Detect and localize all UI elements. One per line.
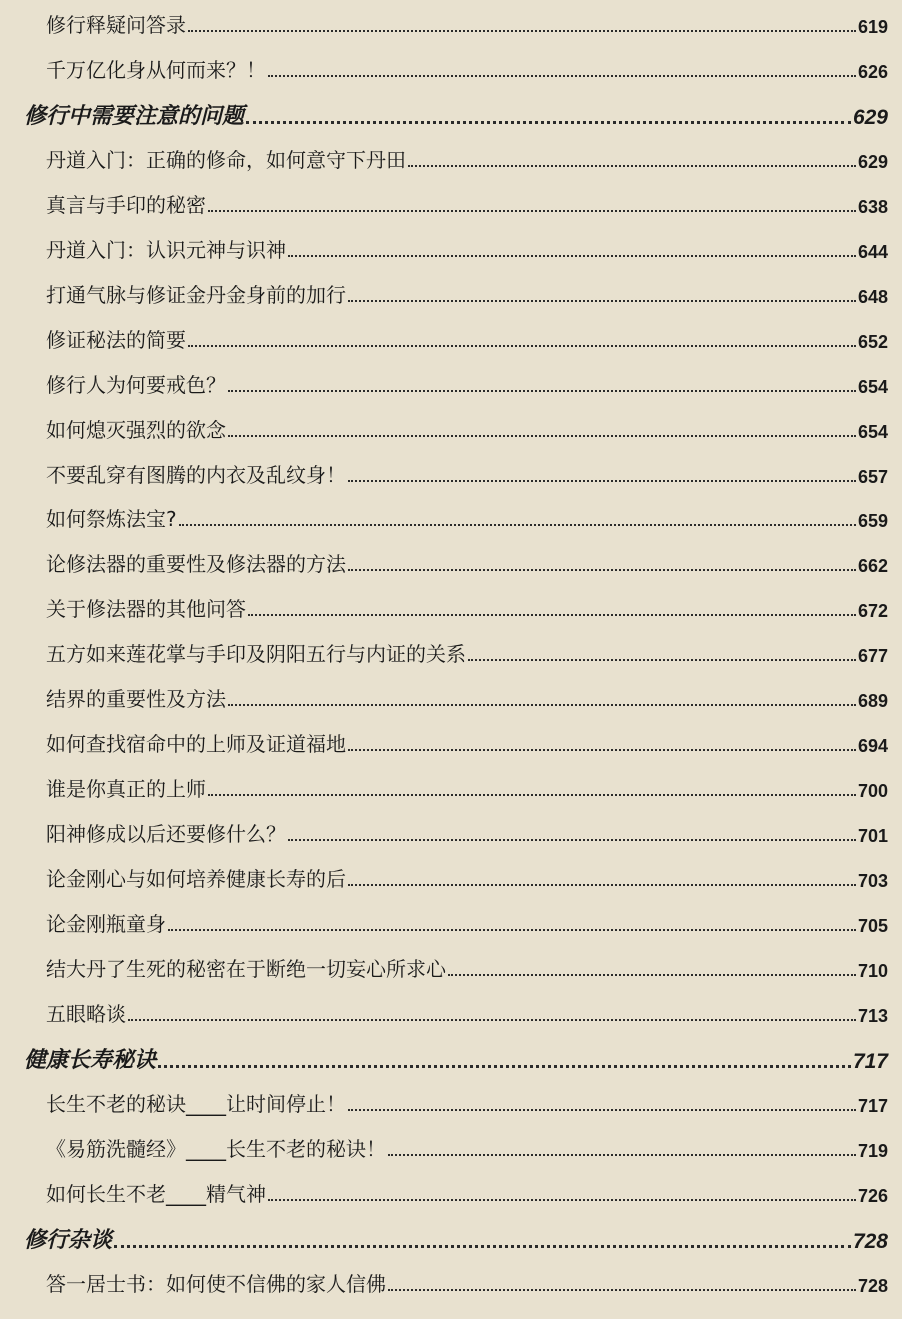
dot-leader bbox=[408, 164, 856, 167]
entry-title: 如何长生不老____精气神 bbox=[46, 1181, 266, 1206]
toc-entry[interactable] bbox=[46, 502, 888, 532]
entry-title: 长生不老的秘诀____让时间停止！ bbox=[46, 1091, 346, 1116]
page-number: 662 bbox=[857, 556, 888, 577]
entry-title: 不要乱穿有图腾的内衣及乱纹身！ bbox=[46, 462, 346, 487]
entry-title: 如何查找宿命中的上师及证道福地 bbox=[46, 732, 346, 757]
entry-title: 《易筋洗髓经》____长生不老的秘诀！ bbox=[46, 1136, 386, 1161]
page-number: 710 bbox=[857, 960, 888, 981]
entry-title: 真言与手印的秘密 bbox=[46, 192, 206, 217]
entry-title: 论修法器的重要性及修法器的方法 bbox=[46, 552, 346, 577]
page-number: 728 bbox=[852, 1229, 888, 1253]
toc-entry[interactable] bbox=[46, 53, 888, 83]
entry-title: 谁是你真正的上师 bbox=[46, 777, 206, 802]
entry-title: 阳神修成以后还要修什么？ bbox=[46, 822, 286, 847]
dot-leader bbox=[348, 479, 856, 482]
entry-title: 修行人为何要戒色？ bbox=[46, 372, 226, 397]
page-number: 644 bbox=[857, 241, 888, 262]
entry-title: 千万亿化身从何而来？！ bbox=[46, 57, 266, 82]
toc-entry[interactable] bbox=[46, 1087, 888, 1117]
toc-entry[interactable] bbox=[46, 8, 888, 38]
entry-title: 结大丹了生死的秘密在于断绝一切妄心所求心 bbox=[46, 956, 446, 981]
dot-leader bbox=[128, 1018, 856, 1021]
toc-entry[interactable] bbox=[46, 547, 888, 577]
toc-entry[interactable] bbox=[46, 907, 888, 937]
entry-title: 修行释疑问答录 bbox=[46, 13, 186, 37]
page-number: 652 bbox=[857, 331, 888, 352]
page-number: 717 bbox=[852, 1049, 888, 1073]
toc-entry[interactable] bbox=[46, 637, 888, 667]
toc-entry[interactable] bbox=[46, 1132, 888, 1162]
toc-entry[interactable] bbox=[46, 413, 888, 443]
dot-leader bbox=[179, 523, 856, 526]
toc-entry[interactable] bbox=[46, 1267, 888, 1297]
dot-leader bbox=[348, 883, 856, 886]
dot-leader bbox=[268, 1198, 856, 1201]
dot-leader bbox=[246, 120, 851, 124]
toc-entry[interactable] bbox=[46, 682, 888, 712]
entry-title: 如何熄灭强烈的欲念 bbox=[46, 417, 226, 442]
toc-entry[interactable] bbox=[46, 233, 888, 263]
toc-entry[interactable] bbox=[46, 323, 888, 353]
page-number: 638 bbox=[857, 196, 888, 217]
dot-leader bbox=[248, 613, 856, 616]
dot-leader bbox=[208, 793, 856, 796]
dot-leader bbox=[468, 658, 856, 661]
dot-leader bbox=[168, 928, 856, 931]
entry-title: 论金刚瓶童身 bbox=[46, 912, 166, 936]
entry-title: 论金刚心与如何培养健康长寿的后 bbox=[46, 867, 346, 892]
page-number: 700 bbox=[857, 781, 888, 802]
entry-title: 五方如来莲花掌与手印及阴阳五行与内证的关系 bbox=[46, 642, 466, 667]
dot-leader bbox=[268, 74, 856, 77]
dot-leader bbox=[208, 209, 856, 212]
dot-leader bbox=[114, 1244, 851, 1248]
page-number: 626 bbox=[857, 61, 888, 82]
page-number: 677 bbox=[857, 646, 888, 667]
toc-entry[interactable] bbox=[46, 188, 888, 218]
entry-title: 答一居士书：如何使不信佛的家人信佛 bbox=[46, 1271, 386, 1296]
page-number: 701 bbox=[857, 826, 888, 847]
page-number: 672 bbox=[857, 601, 888, 622]
toc-entry[interactable] bbox=[46, 997, 888, 1027]
section-title: 修行杂谈 bbox=[24, 1227, 113, 1253]
toc-section-heading[interactable] bbox=[24, 1042, 888, 1074]
toc-entry[interactable] bbox=[46, 772, 888, 802]
dot-leader bbox=[348, 748, 856, 751]
dot-leader bbox=[288, 838, 856, 841]
page-number: 654 bbox=[857, 421, 888, 442]
dot-leader bbox=[228, 389, 856, 392]
dot-leader bbox=[188, 344, 856, 347]
dot-leader bbox=[448, 973, 856, 976]
toc-entry[interactable] bbox=[46, 458, 888, 488]
page-number: 659 bbox=[857, 511, 888, 532]
page-number: 726 bbox=[857, 1185, 888, 1206]
dot-leader bbox=[188, 29, 856, 32]
toc-entry[interactable] bbox=[46, 278, 888, 308]
page-number: 713 bbox=[857, 1005, 888, 1026]
dot-leader bbox=[158, 1064, 851, 1068]
toc-entry[interactable] bbox=[46, 952, 888, 982]
page-number: 703 bbox=[857, 871, 888, 892]
dot-leader bbox=[348, 299, 856, 302]
section-title: 修行中需要注意的问题 bbox=[24, 103, 245, 129]
page-number: 629 bbox=[852, 105, 888, 129]
toc-entry[interactable] bbox=[46, 1177, 888, 1207]
dot-leader bbox=[228, 434, 856, 437]
toc-entry[interactable] bbox=[46, 862, 888, 892]
page-number: 619 bbox=[857, 17, 888, 37]
dot-leader bbox=[348, 1108, 856, 1111]
page-number: 728 bbox=[857, 1275, 888, 1296]
toc-entry[interactable] bbox=[46, 368, 888, 398]
entry-title: 关于修法器的其他问答 bbox=[46, 597, 246, 622]
dot-leader bbox=[348, 568, 856, 571]
page-number: 654 bbox=[857, 376, 888, 397]
page-number: 705 bbox=[857, 916, 888, 936]
entry-title: 五眼略谈 bbox=[46, 1001, 126, 1026]
toc-entry[interactable] bbox=[46, 817, 888, 847]
entry-title: 修证秘法的简要 bbox=[46, 327, 186, 352]
page-number: 648 bbox=[857, 286, 888, 307]
entry-title: 打通气脉与修证金丹金身前的加行 bbox=[46, 282, 346, 307]
page-number: 717 bbox=[857, 1095, 888, 1116]
page-number: 657 bbox=[857, 466, 888, 487]
dot-leader bbox=[288, 254, 856, 257]
entry-title: 结界的重要性及方法 bbox=[46, 687, 226, 712]
toc-entry[interactable] bbox=[46, 727, 888, 757]
page-number: 694 bbox=[857, 736, 888, 757]
dot-leader bbox=[228, 703, 856, 706]
page-number: 689 bbox=[857, 691, 888, 712]
entry-title: 丹道入门：认识元神与识神 bbox=[46, 237, 286, 262]
entry-title: 如何祭炼法宝? bbox=[46, 507, 177, 532]
toc-section-heading[interactable] bbox=[24, 1222, 888, 1254]
entry-title: 丹道入门：正确的修命，如何意守下丹田 bbox=[46, 147, 406, 172]
page-number: 629 bbox=[857, 151, 888, 172]
toc-entry[interactable] bbox=[46, 592, 888, 622]
dot-leader bbox=[388, 1153, 856, 1156]
toc-section-heading[interactable] bbox=[24, 98, 888, 130]
dot-leader bbox=[388, 1288, 856, 1291]
section-title: 健康长寿秘诀 bbox=[24, 1047, 157, 1073]
toc-entry[interactable] bbox=[46, 143, 888, 173]
page-number: 719 bbox=[857, 1140, 888, 1161]
